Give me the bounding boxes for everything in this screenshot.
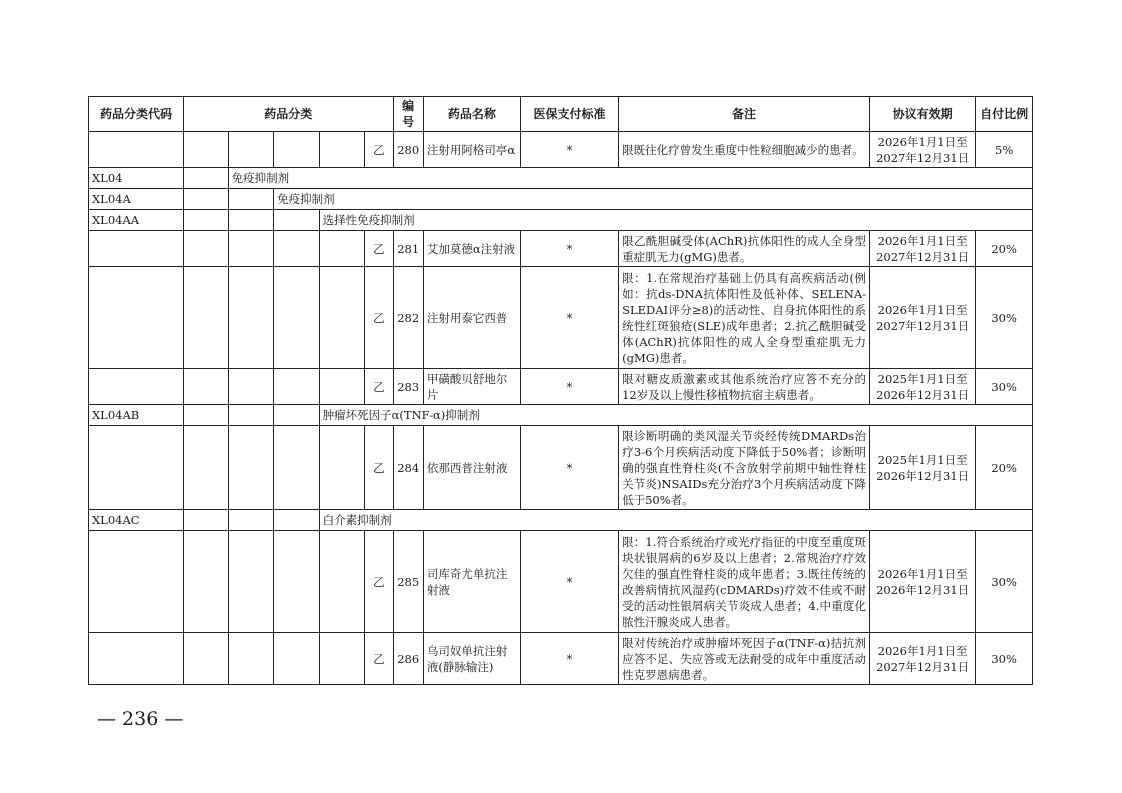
drug-row <box>89 531 1033 633</box>
drug-name: 注射用阿格司亭α <box>423 132 520 168</box>
drug-name: 乌司奴单抗注射液(静脉输注) <box>423 633 520 685</box>
drug-remark: 限乙酰胆碱受体(AChR)抗体阳性的成人全身型重症肌无力(gMG)患者。 <box>619 231 870 267</box>
drug-validity: 2025年1月1日至2026年12月31日 <box>870 426 976 510</box>
drug-validity: 2026年1月1日至2027年12月31日 <box>870 231 976 267</box>
drug-remark: 限对传统治疗或肿瘤坏死因子α(TNF-α)拮抗剂应答不足、失应答或无法耐受的成年中重度活动性克罗恩病患者。 <box>619 633 870 685</box>
drug-row <box>89 267 1033 369</box>
category-label: 白介素抑制剂 <box>319 510 1032 531</box>
category-row <box>89 510 1033 531</box>
category-label: 免疫抑制剂 <box>274 189 1033 210</box>
drug-ratio: 30% <box>976 369 1033 405</box>
header-code: 药品分类代码 <box>89 97 184 132</box>
drug-row <box>89 132 1033 168</box>
page-number: — 236 — <box>97 708 184 730</box>
category-code: XL04AA <box>89 210 184 231</box>
category-code: XL04 <box>89 168 184 189</box>
drug-validity: 2026年1月1日至2027年12月31日 <box>870 132 976 168</box>
drug-grade: 乙 <box>365 132 393 168</box>
drug-standard: * <box>520 531 618 633</box>
category-row <box>89 405 1033 426</box>
category-label: 选择性免疫抑制剂 <box>319 210 1032 231</box>
header-standard: 医保支付标准 <box>520 97 618 132</box>
header-remark: 备注 <box>619 97 870 132</box>
drug-validity: 2026年1月1日至2027年12月31日 <box>870 267 976 369</box>
drug-number: 284 <box>393 426 423 510</box>
drug-table <box>88 96 1033 685</box>
drug-ratio: 30% <box>976 633 1033 685</box>
drug-standard: * <box>520 132 618 168</box>
category-code: XL04A <box>89 189 184 210</box>
category-code: XL04AC <box>89 510 184 531</box>
drug-number: 286 <box>393 633 423 685</box>
category-row <box>89 168 1033 189</box>
drug-grade: 乙 <box>365 267 393 369</box>
header-validity: 协议有效期 <box>870 97 976 132</box>
drug-name: 司库奇尤单抗注射液 <box>423 531 520 633</box>
drug-row <box>89 231 1033 267</box>
drug-standard: * <box>520 633 618 685</box>
drug-name: 依那西普注射液 <box>423 426 520 510</box>
drug-remark: 限诊断明确的类风湿关节炎经传统DMARDs治疗3-6个月疾病活动度下降低于50%者；诊断明确的强直性脊柱炎(不含放射学前期中轴性脊柱关节炎)NSAIDs充分治疗3个月疾病活动度下降低于50%者。 <box>619 426 870 510</box>
drug-remark: 限对糖皮质激素或其他系统治疗应答不充分的12岁及以上慢性移植物抗宿主病患者。 <box>619 369 870 405</box>
drug-ratio: 20% <box>976 426 1033 510</box>
drug-name: 艾加莫德α注射液 <box>423 231 520 267</box>
header-category: 药品分类 <box>184 97 393 132</box>
drug-name: 注射用泰它西普 <box>423 267 520 369</box>
header-name: 药品名称 <box>423 97 520 132</box>
drug-standard: * <box>520 267 618 369</box>
drug-grade: 乙 <box>365 633 393 685</box>
drug-ratio: 30% <box>976 267 1033 369</box>
drug-row <box>89 426 1033 510</box>
category-code: XL04AB <box>89 405 184 426</box>
category-label: 免疫抑制剂 <box>228 168 1032 189</box>
drug-number: 280 <box>393 132 423 168</box>
drug-remark: 限既往化疗曾发生重度中性粒细胞减少的患者。 <box>619 132 870 168</box>
drug-number: 282 <box>393 267 423 369</box>
category-row <box>89 189 1033 210</box>
drug-grade: 乙 <box>365 426 393 510</box>
drug-validity: 2025年1月1日至2026年12月31日 <box>870 369 976 405</box>
drug-validity: 2026年1月1日至2027年12月31日 <box>870 633 976 685</box>
drug-name: 甲磺酸贝舒地尔片 <box>423 369 520 405</box>
drug-standard: * <box>520 426 618 510</box>
drug-standard: * <box>520 231 618 267</box>
category-row <box>89 210 1033 231</box>
table-header-row <box>89 97 1033 132</box>
drug-ratio: 5% <box>976 132 1033 168</box>
drug-validity: 2026年1月1日至2026年12月31日 <box>870 531 976 633</box>
drug-grade: 乙 <box>365 231 393 267</box>
drug-grade: 乙 <box>365 531 393 633</box>
drug-number: 283 <box>393 369 423 405</box>
drug-number: 281 <box>393 231 423 267</box>
drug-row <box>89 369 1033 405</box>
category-label: 肿瘤坏死因子α(TNF-α)抑制剂 <box>319 405 1032 426</box>
drug-ratio: 20% <box>976 231 1033 267</box>
drug-row <box>89 633 1033 685</box>
drug-ratio: 30% <box>976 531 1033 633</box>
drug-remark: 限：1.在常规治疗基础上仍具有高疾病活动(例如：抗ds-DNA抗体阳性及低补体、SELENA-SLEDAI评分≥8)的活动性、自身抗体阳性的系统性红斑狼疮(SLE)成年患者；2.抗乙酰胆碱受体(AChR)抗体阳性的成人全身型重症肌无力(gMG)患者。 <box>619 267 870 369</box>
drug-standard: * <box>520 369 618 405</box>
header-ratio: 自付比例 <box>976 97 1033 132</box>
drug-grade: 乙 <box>365 369 393 405</box>
drug-number: 285 <box>393 531 423 633</box>
drug-remark: 限：1.符合系统治疗或光疗指征的中度至重度斑块状银屑病的6岁及以上患者；2.常规治疗疗效欠佳的强直性脊柱炎的成年患者；3.既往传统的改善病情抗风湿药(cDMARDs)疗效不佳或不耐受的活动性银屑病关节炎成人患者；4.中重度化脓性汗腺炎成人患者。 <box>619 531 870 633</box>
header-no: 编号 <box>393 97 423 132</box>
